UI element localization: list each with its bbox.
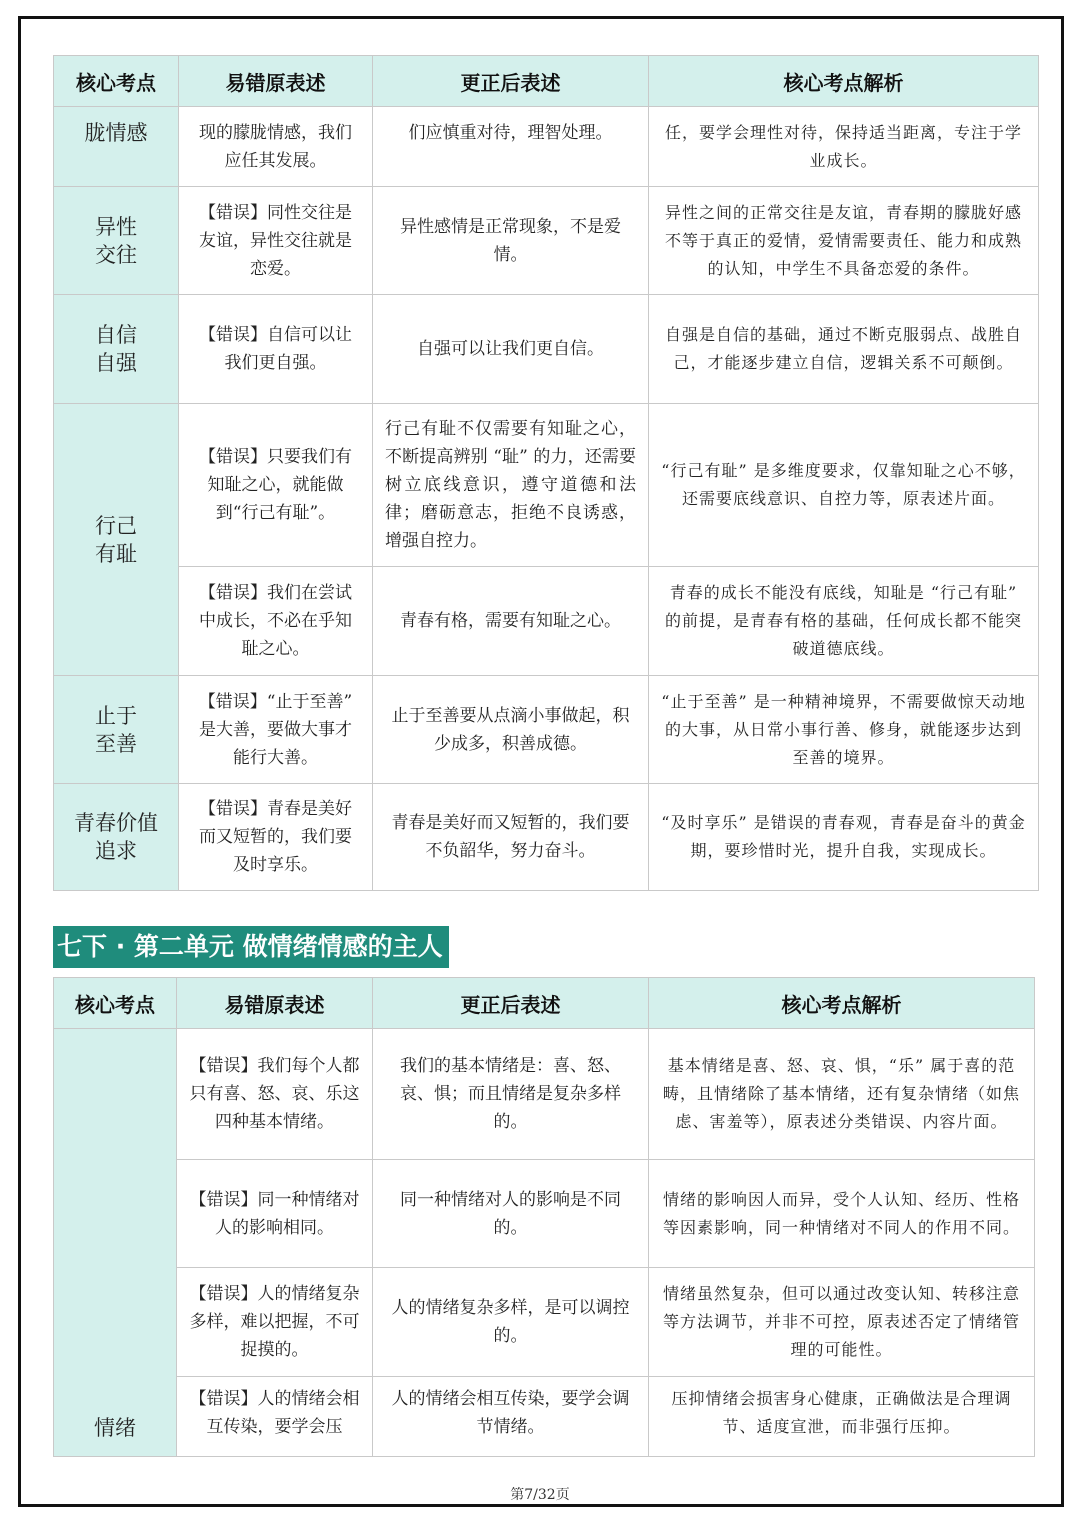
table-row	[54, 1029, 1035, 1160]
analysis-cell: 青春的成长不能没有底线，知耻是 “行己有耻” 的前提，是青春有格的基础，任何成长都不能突破道德底线。	[649, 567, 1039, 676]
wrong-cell: 【错误】青春是美好而又短暂的，我们要及时享乐。	[179, 784, 373, 891]
topic-cell: 止于至善	[54, 676, 179, 784]
header-wrong-statement: 易错原表述	[179, 56, 373, 107]
table-row	[54, 567, 1039, 676]
analysis-cell: “及时享乐” 是错误的青春观，青春是奋斗的黄金期，要珍惜时光，提升自我，实现成长。	[649, 784, 1039, 891]
correct-cell: 自强可以让我们更自信。	[373, 295, 649, 404]
header-analysis: 核心考点解析	[649, 978, 1035, 1029]
table-row	[54, 1160, 1035, 1268]
topic-cell: 胧情感	[54, 107, 179, 187]
header-corrected-statement: 更正后表述	[373, 978, 649, 1029]
topic-cell: 情绪	[54, 1029, 177, 1457]
wrong-cell: 【错误】“止于至善” 是大善，要做大事才能行大善。	[179, 676, 373, 784]
header-corrected-statement: 更正后表述	[373, 56, 649, 107]
table-row	[54, 676, 1039, 784]
header-wrong-statement: 易错原表述	[177, 978, 373, 1029]
wrong-cell: 【错误】人的情绪复杂多样，难以把握，不可捉摸的。	[177, 1268, 373, 1377]
table-row	[54, 404, 1039, 567]
table-2	[53, 977, 1035, 1457]
wrong-cell: 【错误】同一种情绪对人的影响相同。	[177, 1160, 373, 1268]
section-title: 七下 · 第二单元 做情绪情感的主人	[53, 926, 449, 968]
table-header-row	[54, 56, 1039, 107]
correct-cell: 人的情绪复杂多样，是可以调控的。	[373, 1268, 649, 1377]
table-row	[54, 187, 1039, 295]
wrong-cell: 【错误】人的情绪会相互传染，要学会压	[177, 1377, 373, 1457]
topic-cell: 异性交往	[54, 187, 179, 295]
table-row	[54, 1377, 1035, 1457]
table-row	[54, 295, 1039, 404]
table-header-row	[54, 978, 1035, 1029]
correct-cell: 异性感情是正常现象，不是爱情。	[373, 187, 649, 295]
analysis-cell: “止于至善” 是一种精神境界，不需要做惊天动地的大事，从日常小事行善、修身，就能逐步达到至善的境界。	[649, 676, 1039, 784]
analysis-cell: 情绪的影响因人而异，受个人认知、经历、性格等因素影响，同一种情绪对不同人的作用不同。	[649, 1160, 1035, 1268]
table-row	[54, 1268, 1035, 1377]
analysis-cell: “行己有耻” 是多维度要求，仅靠知耻之心不够，还需要底线意识、自控力等，原表述片面。	[649, 404, 1039, 567]
analysis-cell: 基本情绪是喜、怒、哀、惧，“乐” 属于喜的范畴，且情绪除了基本情绪，还有复杂情绪（如焦虑、害羞等），原表述分类错误、内容片面。	[649, 1029, 1035, 1160]
correct-cell: 行己有耻不仅需要有知耻之心，不断提高辨别 “耻” 的力，还需要树立底线意识，遵守道德和法律；磨砺意志，拒绝不良诱惑，增强自控力。	[373, 404, 649, 567]
topic-cell: 自信自强	[54, 295, 179, 404]
analysis-cell: 任，要学会理性对待，保持适当距离，专注于学业成长。	[649, 107, 1039, 187]
analysis-cell: 异性之间的正常交往是友谊，青春期的朦胧好感不等于真正的爱情，爱情需要责任、能力和成熟的认知，中学生不具备恋爱的条件。	[649, 187, 1039, 295]
correct-cell: 们应慎重对待，理智处理。	[373, 107, 649, 187]
page-number: 第7/32页	[510, 1487, 570, 1503]
wrong-cell: 【错误】我们每个人都只有喜、怒、哀、乐这四种基本情绪。	[177, 1029, 373, 1160]
analysis-cell: 情绪虽然复杂，但可以通过改变认知、转移注意等方法调节，并非不可控，原表述否定了情绪管理的可能性。	[649, 1268, 1035, 1377]
wrong-cell: 【错误】只要我们有知耻之心，就能做到“行己有耻”。	[179, 404, 373, 567]
wrong-cell: 【错误】同性交往是友谊，异性交往就是恋爱。	[179, 187, 373, 295]
table-1	[53, 55, 1039, 891]
wrong-cell: 【错误】自信可以让我们更自强。	[179, 295, 373, 404]
topic-cell: 青春价值追求	[54, 784, 179, 891]
correct-cell: 青春是美好而又短暂的，我们要不负韶华，努力奋斗。	[373, 784, 649, 891]
analysis-cell: 压抑情绪会损害身心健康，正确做法是合理调节、适度宣泄，而非强行压抑。	[649, 1377, 1035, 1457]
correct-cell: 人的情绪会相互传染，要学会调节情绪。	[373, 1377, 649, 1457]
header-core-topic: 核心考点	[54, 978, 177, 1029]
correct-cell: 止于至善要从点滴小事做起，积少成多，积善成德。	[373, 676, 649, 784]
table-row	[54, 784, 1039, 891]
wrong-cell: 【错误】我们在尝试中成长，不必在乎知耻之心。	[179, 567, 373, 676]
correct-cell: 同一种情绪对人的影响是不同的。	[373, 1160, 649, 1268]
correct-cell: 青春有格，需要有知耻之心。	[373, 567, 649, 676]
header-core-topic: 核心考点	[54, 56, 179, 107]
analysis-cell: 自强是自信的基础，通过不断克服弱点、战胜自己，才能逐步建立自信，逻辑关系不可颠倒。	[649, 295, 1039, 404]
topic-cell: 行己有耻	[54, 404, 179, 676]
header-analysis: 核心考点解析	[649, 56, 1039, 107]
correct-cell: 我们的基本情绪是：喜、怒、哀、惧；而且情绪是复杂多样的。	[373, 1029, 649, 1160]
table-row	[54, 107, 1039, 187]
wrong-cell: 现的朦胧情感，我们应任其发展。	[179, 107, 373, 187]
